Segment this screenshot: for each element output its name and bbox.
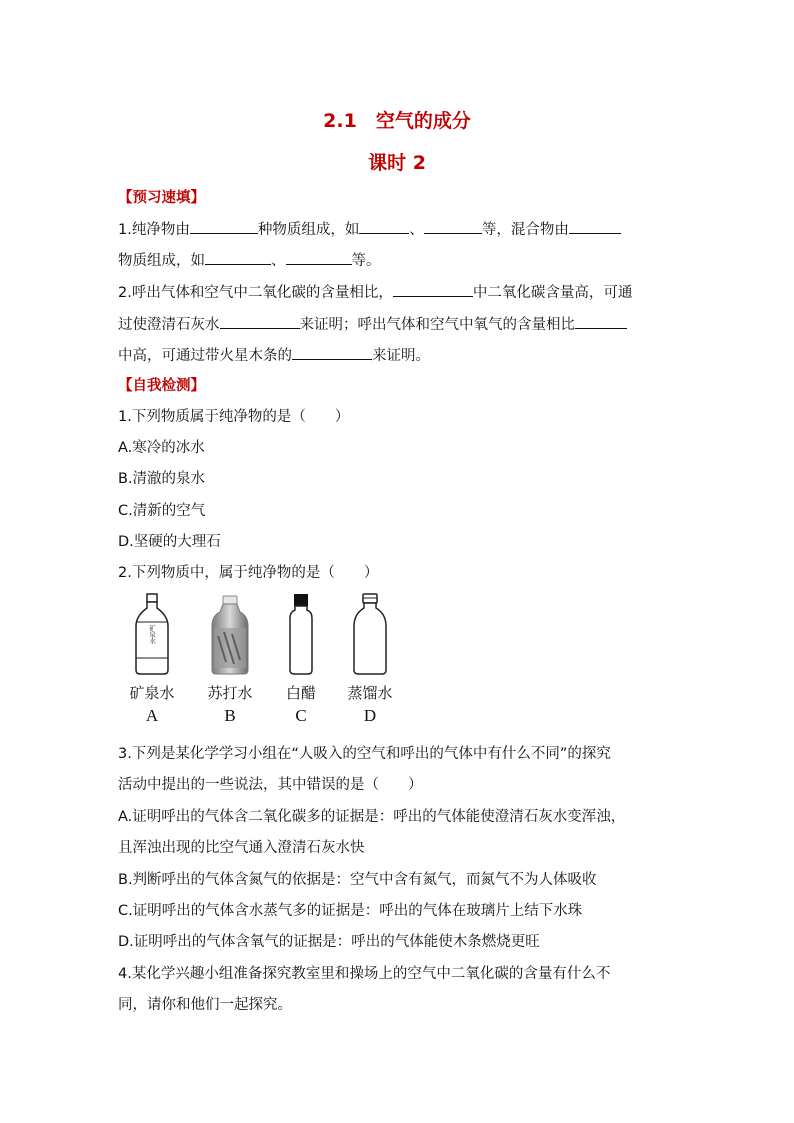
answer-blank[interactable] [205, 250, 271, 265]
preview-q2-text-e: 中高，可通过带火星木条的 [118, 348, 292, 364]
answer-blank[interactable] [393, 282, 473, 297]
preview-q2-text-d: 来证明；呼出气体和空气中氧气的含量相比 [299, 317, 575, 333]
q2-stem: 2.下列物质中，属于纯净物的是（ ） [118, 565, 379, 581]
q4-stem-line1: 4.某化学兴趣小组准备探究教室里和操场上的空气中二氧化碳的含量有什么不 [118, 966, 611, 982]
bottle-label-b: 苏打水 [207, 684, 253, 702]
answer-blank[interactable] [424, 219, 482, 234]
preview-q2-line1 [118, 281, 678, 302]
preview-q2-line2 [118, 313, 678, 334]
q1-stem: 1.下列物质属于纯净物的是（ ） [118, 409, 350, 425]
soda-water-bottle-icon [206, 592, 254, 676]
bottles-figure [126, 592, 416, 732]
answer-blank[interactable] [286, 250, 352, 265]
bottle-option-d[interactable]: D [363, 706, 377, 725]
q1-option-c[interactable]: C.清新的空气 [118, 503, 206, 519]
answer-blank[interactable] [190, 219, 258, 234]
mineral-water-bottle-icon [132, 592, 172, 676]
page-subtitle: 课时 2 [368, 152, 426, 174]
bottle-label-d: 蒸馏水 [347, 684, 393, 702]
bottle-label-c: 白醋 [285, 684, 316, 702]
preview-q1-text-c: 、 [409, 222, 424, 238]
preview-q1-text-g: 等。 [351, 253, 381, 269]
answer-blank[interactable] [569, 219, 621, 234]
preview-q1-line2 [118, 249, 678, 270]
bottle-option-a[interactable]: A [145, 706, 159, 725]
bottle-tag-text: 矿泉水 [148, 624, 156, 644]
preview-q1-text-d: 等，混合物由 [481, 222, 569, 238]
q3-option-c[interactable]: C.证明呼出的气体含水蒸气多的证据是：呼出的气体在玻璃片上结下水珠 [118, 903, 583, 919]
q3-option-a-line2[interactable]: 且浑浊出现的比空气通入澄清石灰水快 [118, 840, 365, 856]
q3-option-b[interactable]: B.判断呼出的气体含氮气的依据是：空气中含有氮气，而氮气不为人体吸收 [118, 872, 597, 888]
q1-option-b[interactable]: B.清澈的泉水 [118, 471, 206, 487]
preview-q2-text-b: 中二氧化碳含量高，可通 [472, 285, 633, 301]
q3-stem-line1: 3.下列是某化学学习小组在“人吸入的空气和呼出的气体中有什么不同”的探究 [118, 746, 611, 762]
answer-blank[interactable] [220, 314, 300, 329]
section-selfcheck-heading: 【自我检测】 [118, 378, 205, 394]
bottle-label-a: 矿泉水 [129, 684, 175, 702]
distilled-water-bottle-icon [350, 592, 390, 676]
q1-option-d[interactable]: D.坚硬的大理石 [118, 534, 221, 550]
bottle-option-b[interactable]: B [224, 706, 236, 725]
preview-q2-text-f: 来证明。 [372, 348, 430, 364]
preview-q1-text-e: 物质组成，如 [118, 253, 205, 269]
preview-q1-text-a: 1.纯净物由 [118, 222, 190, 238]
q3-option-d[interactable]: D.证明呼出的气体含氧气的证据是：呼出的气体能使木条燃烧更旺 [118, 934, 540, 950]
preview-q2-line3 [118, 344, 678, 365]
answer-blank[interactable] [575, 314, 627, 329]
answer-blank[interactable] [292, 345, 372, 360]
bottle-option-c[interactable]: C [295, 706, 307, 725]
preview-q1-text-b: 种物质组成，如 [257, 222, 360, 238]
preview-q2-text-a: 2.呼出气体和空气中二氧化碳的含量相比， [118, 285, 393, 301]
preview-q2-text-c: 过使澄清石灰水 [118, 317, 220, 333]
q1-option-a[interactable]: A.寒冷的冰水 [118, 440, 205, 456]
answer-blank[interactable] [359, 219, 409, 234]
preview-q1-text-f: 、 [271, 253, 286, 269]
section-preview-heading: 【预习速填】 [118, 190, 205, 206]
white-vinegar-bottle-icon [286, 592, 316, 676]
q3-stem-line2: 活动中提出的一些说法，其中错误的是（ ） [118, 777, 423, 793]
page-title: 2.1 空气的成分 [323, 110, 471, 132]
q4-stem-line2: 同，请你和他们一起探究。 [118, 997, 292, 1013]
q3-option-a-line1[interactable]: A.证明呼出的气体含二氧化碳多的证据是：呼出的气体能使澄清石灰水变浑浊， [118, 809, 626, 825]
preview-q1-line1 [118, 218, 678, 239]
